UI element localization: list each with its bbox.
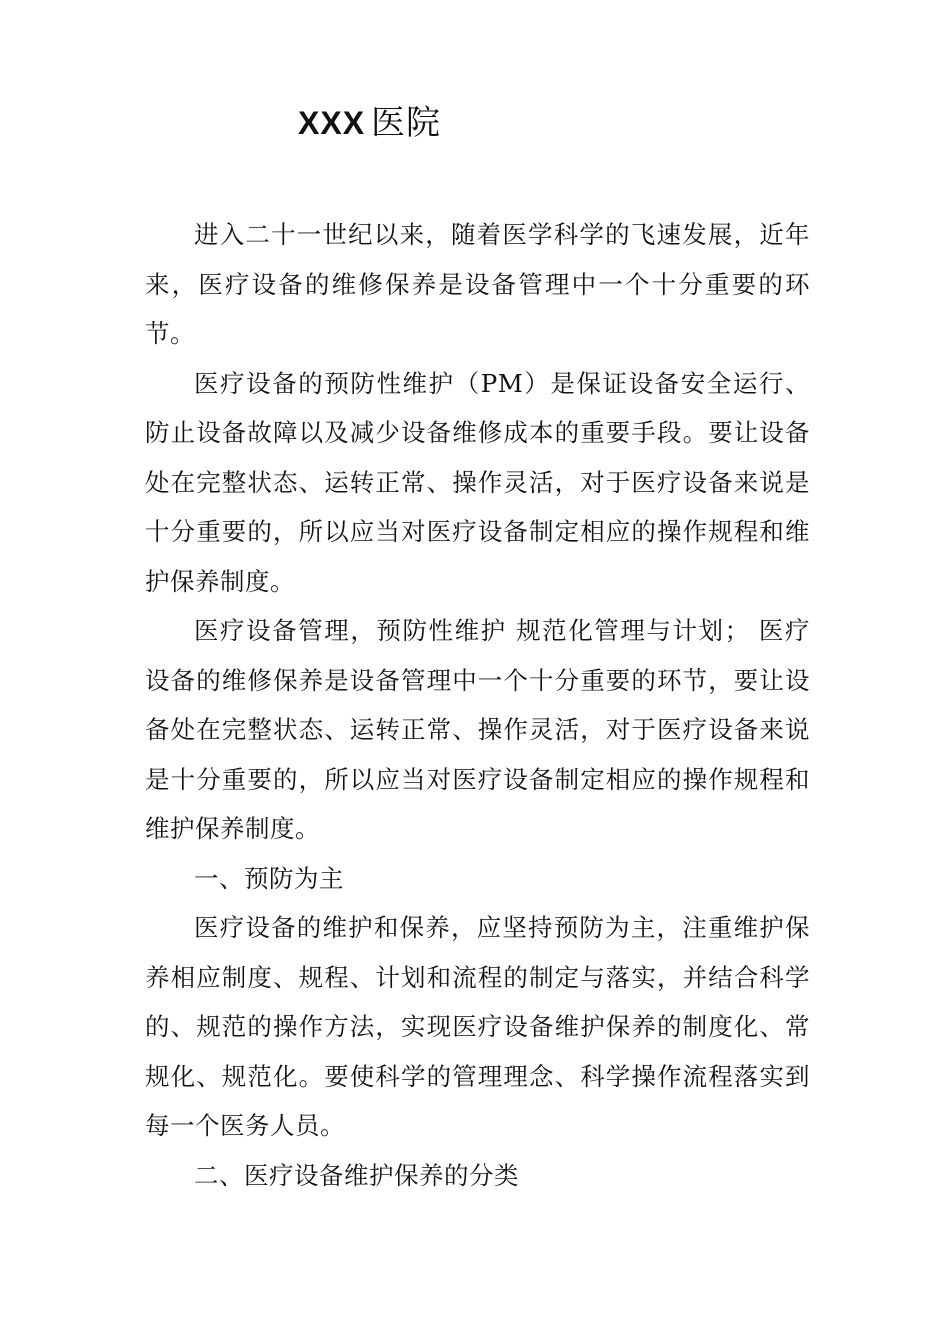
paragraph-pm: 医疗设备的预防性维护（PM）是保证设备安全运行、防止设备故障以及减少设备维修成本的重要手段。要让设备处在完整状态、运转正常、操作灵活，对于医疗设备来说是十分重要的，所以应当对医疗设备制定相应的操作规程和维护保养制度。 (145, 368, 810, 596)
paragraph-prevention: 医疗设备的维护和保养，应坚持预防为主，注重维护保养相应制度、规程、计划和流程的制定与落实，并结合科学的、规范的操作方法，实现医疗设备维护保养的制度化、常规化、规范化。要使科学的管理理念、科学操作流程落实到每一个医务人员。 (145, 913, 810, 1140)
paragraph-management: 医疗设备管理，预防性维护 规范化管理与计划； 医疗设备的维修保养是设备管理中一个十分重要的环节，要让设备处在完整状态、运转正常、操作灵活，对于医疗设备来说是十分重要的，所以应当对医疗设备制定相应的操作规程和维护保养制度。 (145, 616, 810, 843)
document-body (145, 210, 810, 1200)
title-latin: XXX (298, 105, 366, 141)
document-title (298, 98, 441, 148)
section-heading-prevention: 一、预防为主 (194, 863, 344, 893)
title-chinese: 医院 (371, 103, 442, 143)
section-heading-classification: 二、医疗设备维护保养的分类 (194, 1160, 519, 1190)
paragraph-intro: 进入二十一世纪以来，随着医学科学的飞速发展，近年来，医疗设备的维修保养是设备管理中一个十分重要的环节。 (145, 220, 810, 348)
